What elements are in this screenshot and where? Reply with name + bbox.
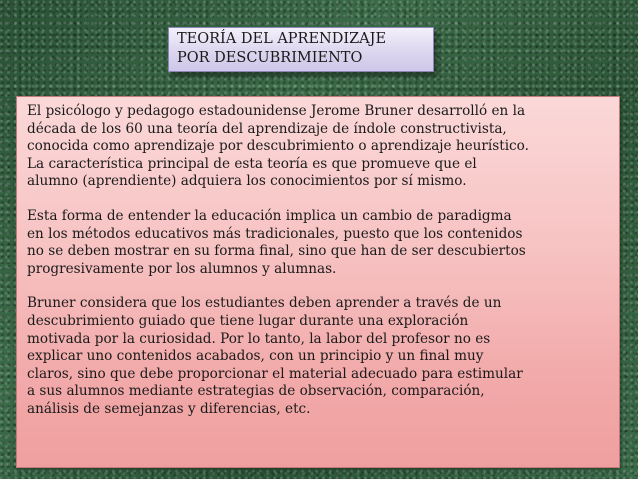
title-line-1: TEORÍA DEL APRENDIZAJE xyxy=(177,31,387,47)
content-box xyxy=(16,96,620,468)
text-line: conocida como aprendizaje por descubrimiento o aprendizaje heurístico. xyxy=(27,138,529,155)
text-line: descubrimiento guiado que tiene lugar durante una exploración xyxy=(27,312,469,329)
text-line: alumno (aprendiente) adquiera los conocimientos por sí mismo. xyxy=(27,173,467,190)
text-line: progresivamente por los alumnos y alumnas. xyxy=(27,260,337,277)
text-line: explicar uno contenidos acabados, con un principio y un final muy xyxy=(27,348,484,365)
text-line: El psicólogo y pedagogo estadounidense Jerome Bruner desarrolló en la xyxy=(27,103,526,119)
paragraph-2 xyxy=(27,208,611,278)
paragraph-1 xyxy=(27,103,611,191)
text-line: claros, sino que debe proporcionar el material adecuado para estimular xyxy=(27,365,523,382)
text-line: no se deben mostrar en su forma final, sino que han de ser descubiertos xyxy=(27,243,526,260)
text-line: en los métodos educativos más tradicionales, puesto que los contenidos xyxy=(27,225,523,242)
slide-title xyxy=(168,27,434,72)
text-line: década de los 60 una teoría del aprendizaje de índole constructivista, xyxy=(27,120,507,137)
text-line: análisis de semejanzas y diferencias, etc. xyxy=(27,400,311,417)
text-line: Esta forma de entender la educación implica un cambio de paradigma xyxy=(27,207,512,224)
text-line: La característica principal de esta teoría es que promueve que el xyxy=(27,155,477,172)
text-line: motivada por la curiosidad. Por lo tanto, la labor del profesor no es xyxy=(27,330,491,347)
text-line: a sus alumnos mediante estrategias de observación, comparación, xyxy=(27,383,485,400)
title-line-2: POR DESCUBRIMIENTO xyxy=(177,50,363,66)
paragraph-3 xyxy=(27,295,611,418)
text-line: Bruner considera que los estudiantes deben aprender a través de un xyxy=(27,295,502,312)
